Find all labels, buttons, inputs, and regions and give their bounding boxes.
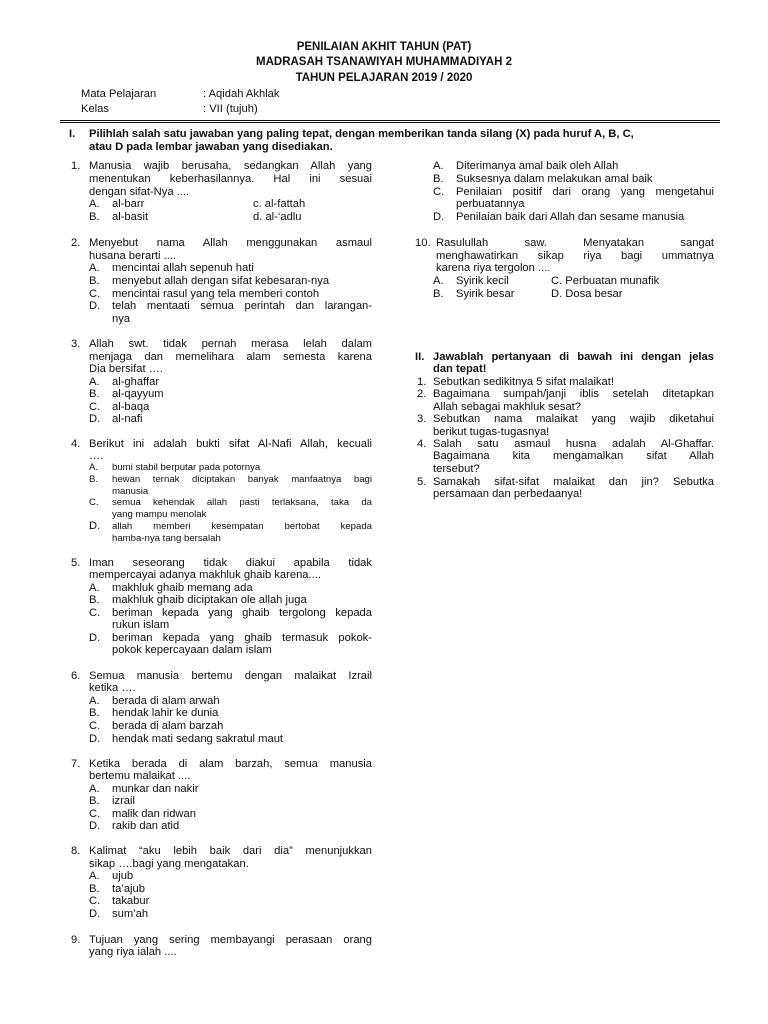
essay-question-4-end: tersebut? <box>433 463 480 475</box>
question-text: Rasulullah saw. Menyatakan sangat <box>436 237 714 249</box>
essay-question-2: Bagaimana sumpah/janji iblis setelah ditetapkan <box>433 388 714 400</box>
subject-label: Mata Pelajaran <box>81 88 157 100</box>
question-text: menghawatirkan sikap riya bagi ummatnya <box>436 250 714 262</box>
option-d[interactable]: sum’ah <box>112 908 149 920</box>
question-text: yang riya ialah .... <box>89 946 177 958</box>
option-letter: A. <box>89 262 100 274</box>
essay-question-4: Salah satu asmaul husna adalah Al-Ghaffar. <box>433 438 714 450</box>
option-d-continued: hamba-nya tang bersalah <box>112 533 221 544</box>
essay-question-1: Sebutkan sedikitnya 5 sifat malaikat! <box>433 376 614 388</box>
question-number: 3. <box>71 338 81 350</box>
class-label: Kelas <box>81 103 109 115</box>
essay-number: 4. <box>417 438 427 450</box>
option-b-continued: manusia <box>112 486 149 497</box>
essay-question-4-continued: Bagaimana kita mengamalkan sifat Allah <box>433 450 714 462</box>
option-d[interactable]: Penilaian baik dari Allah dan sesame manusia <box>456 211 685 223</box>
option-c[interactable]: takabur <box>112 895 150 907</box>
question-text: Dia bersifat …. <box>89 363 163 375</box>
option-d[interactable]: D. Dosa besar <box>551 288 623 300</box>
section2-number: II. <box>415 351 425 363</box>
question-number: 1. <box>71 160 81 172</box>
essay-question-2-continued: Allah sebagai makhluk sesat? <box>433 401 582 413</box>
option-letter: C. <box>89 607 101 619</box>
question-text: menjaga dan memelihara alam semesta karena <box>89 351 372 363</box>
option-letter: C. <box>89 720 101 732</box>
option-d[interactable]: al-nafi <box>112 413 143 425</box>
section1-instruction-line2: atau D pada lembar jawaban yang disediakan. <box>89 141 333 153</box>
option-letter: C. <box>89 401 101 413</box>
option-letter: B. <box>89 474 99 485</box>
question-text: bertemu malaikat .... <box>89 770 191 782</box>
option-a[interactable]: ujub <box>112 870 134 882</box>
option-b[interactable]: al-basit <box>112 211 149 223</box>
essay-question-3-continued: berikut tugas-tugasnya! <box>433 426 550 438</box>
option-c[interactable]: C. Perbuatan munafik <box>551 275 660 287</box>
option-c[interactable]: Penilaian positif dari orang yang mengetahui <box>456 186 714 198</box>
question-text: Tujuan yang sering membayangi perasaan orang <box>89 934 372 946</box>
subject-value: : Aqidah Akhlak <box>203 88 280 100</box>
option-b[interactable]: menyebut allah dengan sifat kebesaran-nya <box>112 275 330 287</box>
option-letter: A. <box>433 160 444 172</box>
essay-number: 2. <box>417 388 427 400</box>
question-number: 10. <box>415 237 431 249</box>
question-number: 9. <box>71 934 81 946</box>
essay-question-5-continued: persamaan dan perbedaanya! <box>433 488 583 500</box>
option-c-continued: yang mampu menolak <box>112 509 207 520</box>
option-letter: A. <box>89 783 100 795</box>
option-letter: B. <box>89 388 100 400</box>
option-b[interactable]: izrail <box>112 795 135 807</box>
question-text: sikap ….bagi yang mengatakan. <box>89 858 249 870</box>
question-text: Allah swt. tidak pernah merasa lelah dalam <box>89 338 372 350</box>
option-letter: D. <box>433 211 445 223</box>
option-c[interactable]: mencintai rasul yang tela memberi contoh <box>112 288 320 300</box>
option-letter: A. <box>89 462 99 473</box>
essay-number: 1. <box>417 376 427 388</box>
option-b[interactable]: hendak lahir ke dunia <box>112 707 219 719</box>
question-number: 5. <box>71 557 81 569</box>
question-number: 2. <box>71 237 81 249</box>
option-b[interactable]: ta’ajub <box>112 883 145 895</box>
option-d[interactable]: hendak mati sedang sakratul maut <box>112 733 284 745</box>
option-letter: A. <box>433 275 444 287</box>
option-b[interactable]: al-qayyum <box>112 388 164 400</box>
essay-number: 5. <box>417 476 427 488</box>
option-a[interactable]: munkar dan nakir <box>112 783 199 795</box>
question-text: ketika …. <box>89 682 136 694</box>
option-letter: A. <box>89 695 100 707</box>
section1-instruction-line1: Pilihlah salah satu jawaban yang paling tepat, dengan memberikan tanda silang (X) pada huruf A, B, C, <box>89 128 634 140</box>
option-c-continued: perbuatannya <box>456 198 525 210</box>
question-text: Manusia wajib berusaha, sedangkan Allah yang <box>89 160 372 172</box>
option-letter: D. <box>89 908 101 920</box>
option-letter: B. <box>433 288 444 300</box>
option-c-continued: rukun islam <box>112 619 170 631</box>
option-letter: B. <box>89 707 100 719</box>
option-c[interactable]: beriman kepada yang ghaib tergolong kepada <box>112 607 372 619</box>
section2-heading-continued: dan tepat! <box>433 363 487 375</box>
option-b[interactable]: makhluk ghaib diciptakan ole allah juga <box>112 594 307 606</box>
academic-year: TAHUN PELAJARAN 2019 / 2020 <box>295 72 473 84</box>
option-d[interactable]: beriman kepada yang ghaib termasuk pokok- <box>112 632 372 644</box>
header-divider-bottom <box>60 122 720 123</box>
question-text: mempercayai adanya makhluk ghaib karena.... <box>89 569 321 581</box>
option-c[interactable]: berada di alam barzah <box>112 720 224 732</box>
option-a[interactable]: berada di alam arwah <box>112 695 220 707</box>
option-letter: C. <box>89 288 101 300</box>
question-text: …. <box>89 450 104 462</box>
option-letter: B. <box>433 173 444 185</box>
question-text: karena riya tergolon .... <box>436 262 551 274</box>
question-text: dengan sifat-Nya .... <box>89 186 190 198</box>
question-number: 4. <box>71 438 81 450</box>
option-letter: D. <box>89 300 101 312</box>
option-letter: A. <box>89 870 100 882</box>
essay-question-5: Samakah sifat-sifat malaikat dan jin? Sebutka <box>433 476 714 488</box>
option-d[interactable]: allah memberi kesempatan bertobat kepada <box>112 521 372 532</box>
header-divider-top <box>60 120 720 121</box>
option-c[interactable]: malik dan ridwan <box>112 808 196 820</box>
option-c[interactable]: al-baqa <box>112 401 150 413</box>
option-letter: A. <box>89 376 100 388</box>
section2-heading: Jawablah pertanyaan di bawah ini dengan jelas <box>433 351 714 363</box>
option-a[interactable]: Diterimanya amal baik oleh Allah <box>456 160 619 172</box>
question-number: 8. <box>71 845 81 857</box>
exam-title: PENILAIAN AKHIT TAHUN (PAT) <box>296 41 472 53</box>
option-a[interactable]: makhluk ghaib memang ada <box>112 582 253 594</box>
option-a[interactable]: al-barr <box>112 198 145 210</box>
school-name: MADRASAH TSANAWIYAH MUHAMMADIYAH 2 <box>256 56 512 68</box>
option-a[interactable]: bumi stabil berputar pada potornya <box>112 462 261 473</box>
option-b[interactable]: Syirik besar <box>456 288 515 300</box>
option-d[interactable]: rakib dan atid <box>112 820 180 832</box>
option-d[interactable]: telah mentaati semua perintah dan larangan- <box>112 300 372 312</box>
option-letter: D. <box>89 733 101 745</box>
option-c[interactable]: c. al-fattah <box>253 198 306 210</box>
question-text: menentukan keberhasilannya. Hal ini sesuai <box>89 173 372 185</box>
option-letter: C. <box>433 186 445 198</box>
option-d-continued: pokok kepercayaan dalam islam <box>112 644 272 656</box>
option-letter: A. <box>89 582 100 594</box>
essay-question-3: Sebutkan nama malaikat yang wajib diketahui <box>433 413 714 425</box>
option-letter: B. <box>89 211 100 223</box>
section1-number: I. <box>69 128 76 140</box>
option-a[interactable]: mencintai allah sepenuh hati <box>112 262 254 274</box>
option-letter: C. <box>89 895 101 907</box>
option-b[interactable]: hewan ternak diciptakan banyak manfaatnya bagi <box>112 474 372 485</box>
question-number: 6. <box>71 670 81 682</box>
option-letter: D. <box>89 413 101 425</box>
option-letter: B. <box>89 594 100 606</box>
option-letter: D. <box>89 632 101 644</box>
essay-number: 3. <box>417 413 427 425</box>
option-b[interactable]: Suksesnya dalam melakukan amal baik <box>456 173 653 185</box>
option-d[interactable]: d. al-‘adlu <box>253 211 302 223</box>
option-letter: B. <box>89 883 100 895</box>
class-value: : VII (tujuh) <box>203 103 258 115</box>
question-text: Menyebut nama Allah menggunakan asmaul <box>89 237 372 249</box>
option-c[interactable]: semua kehendak allah pasti terlaksana, taka da <box>112 497 372 508</box>
question-number: 7. <box>71 758 81 770</box>
option-letter: C. <box>89 808 101 820</box>
option-letter: B. <box>89 795 100 807</box>
question-text: Iman seseorang tidak diakui apabila tidak <box>89 557 372 569</box>
option-a[interactable]: al-ghaffar <box>112 376 160 388</box>
question-text: Kalimat “aku lebih baik dari dia” menunjukkan <box>89 845 372 857</box>
question-text: Berikut ini adalah bukti sifat Al-Nafi Allah, kecuali <box>89 438 372 450</box>
option-letter: B. <box>89 275 100 287</box>
question-text: Ketika berada di alam barzah, semua manusia <box>89 758 372 770</box>
option-a[interactable]: Syirik kecil <box>456 275 509 287</box>
question-text: Semua manusia bertemu dengan malaikat Izrail <box>89 670 372 682</box>
question-text: husana berarti .... <box>89 250 177 262</box>
option-d-continued: nya <box>112 313 131 325</box>
option-letter: D. <box>89 520 101 532</box>
option-letter: C. <box>89 497 99 508</box>
option-letter: D. <box>89 820 101 832</box>
option-letter: A. <box>89 198 100 210</box>
